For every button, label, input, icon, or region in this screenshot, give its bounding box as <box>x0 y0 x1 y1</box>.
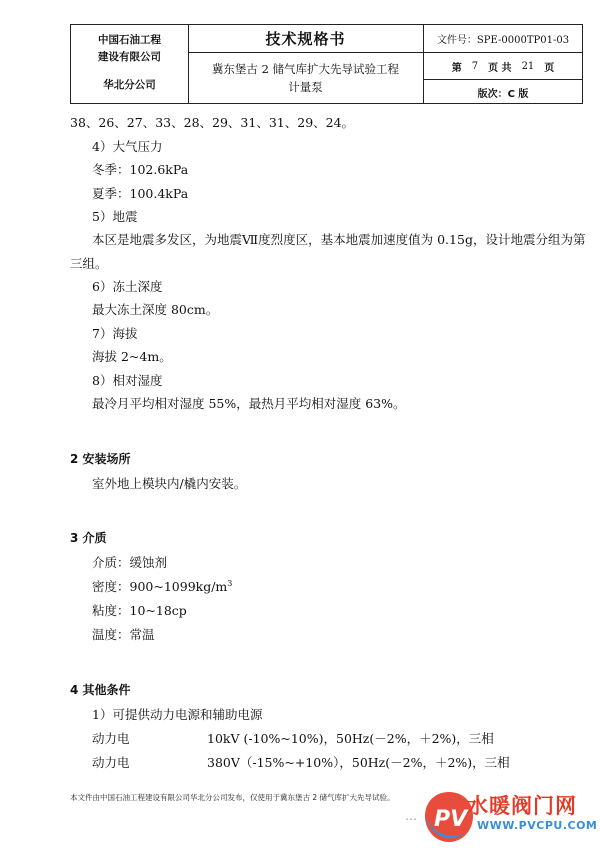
continued-values: 38、26、27、33、28、29、31、31、29、24。 <box>70 115 355 130</box>
project-line-1: 冀东堡古 2 储气库扩大先导试验工程 <box>211 62 400 76</box>
page-label-1: 第 <box>451 62 462 74</box>
density-line <box>92 577 232 595</box>
company-name <box>71 31 188 67</box>
power-1-label: 动力电 <box>92 731 130 746</box>
section-3-title: 3 介质 <box>70 531 107 545</box>
logo-letters: PV <box>434 807 468 832</box>
power-2-label: 动力电 <box>92 755 130 770</box>
medium-line: 介质：缓蚀剂 <box>92 555 168 570</box>
section-4-title: 4 其他条件 <box>70 683 131 697</box>
page-label-2: 页 共 <box>488 62 512 74</box>
altitude-text: 海拔 2~4m。 <box>92 349 172 364</box>
document-header-table <box>70 24 583 104</box>
branch-name: 华北分公司 <box>103 78 156 91</box>
footer-notice: 本文件由中国石油工程建设有限公司华北分公司发布，仅使用于冀东堡古 2 储气库扩大先导试验。 <box>70 793 395 802</box>
humidity-text: 最冷月平均相对湿度 55%，最热月平均相对湿度 63%。 <box>92 396 406 411</box>
doc-title: 技术规格书 <box>265 30 346 48</box>
density-text: 密度：900~1099kg/m <box>92 579 228 594</box>
section-2-title: 2 安装场所 <box>70 452 131 466</box>
frost-text: 最大冻土深度 80cm。 <box>92 302 219 317</box>
page-total: 21 <box>521 60 535 72</box>
section-2-text: 室外地上模块内/橇内安装。 <box>92 476 247 491</box>
pressure-heading: 4）大气压力 <box>92 139 163 154</box>
power-heading: 1）可提供动力电源和辅助电源 <box>92 707 263 722</box>
project-line-2: 计量泵 <box>288 80 323 94</box>
temperature-line: 温度：常温 <box>92 627 155 642</box>
pressure-winter: 冬季：102.6kPa <box>92 162 189 177</box>
company-line-2: 建设有限公司 <box>98 51 161 63</box>
page-indicator <box>423 53 583 79</box>
viscosity-line: 粘度：10~18cp <box>92 603 187 618</box>
watermark-url: WWW.PVCPU.COM <box>477 819 598 832</box>
altitude-heading: 7）海拔 <box>92 326 138 341</box>
earthquake-text-cont: 三组。 <box>70 256 108 271</box>
frost-heading: 6）冻土深度 <box>92 279 163 294</box>
watermark-title: 水暖阀门网 <box>467 794 577 818</box>
version: 版次：C 版 <box>477 88 529 100</box>
page-label-3: 页 <box>544 62 555 74</box>
company-line-1: 中国石油工程 <box>98 34 161 46</box>
humidity-heading: 8）相对湿度 <box>92 373 163 388</box>
pressure-summer: 夏季：100.4kPa <box>92 186 189 201</box>
earthquake-heading: 5）地震 <box>92 209 138 224</box>
power-2-value: 380V（-15%~+10%），50Hz(－2%，＋2%)，三相 <box>207 755 510 770</box>
file-number: 文件号：SPE-0000TP01-03 <box>436 35 570 46</box>
project-name <box>188 53 423 103</box>
wechat-dots-icon: ⋯ <box>405 812 417 826</box>
earthquake-text: 本区是地震多发区，为地震Ⅶ度烈度区，基本地震加速度值为 0.15g，设计地震分组为第 <box>92 232 586 247</box>
watermark <box>405 790 598 845</box>
density-superscript: 3 <box>227 578 233 588</box>
page-current: 7 <box>471 60 479 72</box>
power-1-value: 10kV (-10%~10%)，50Hz(－2%，＋2%)，三相 <box>207 731 494 746</box>
